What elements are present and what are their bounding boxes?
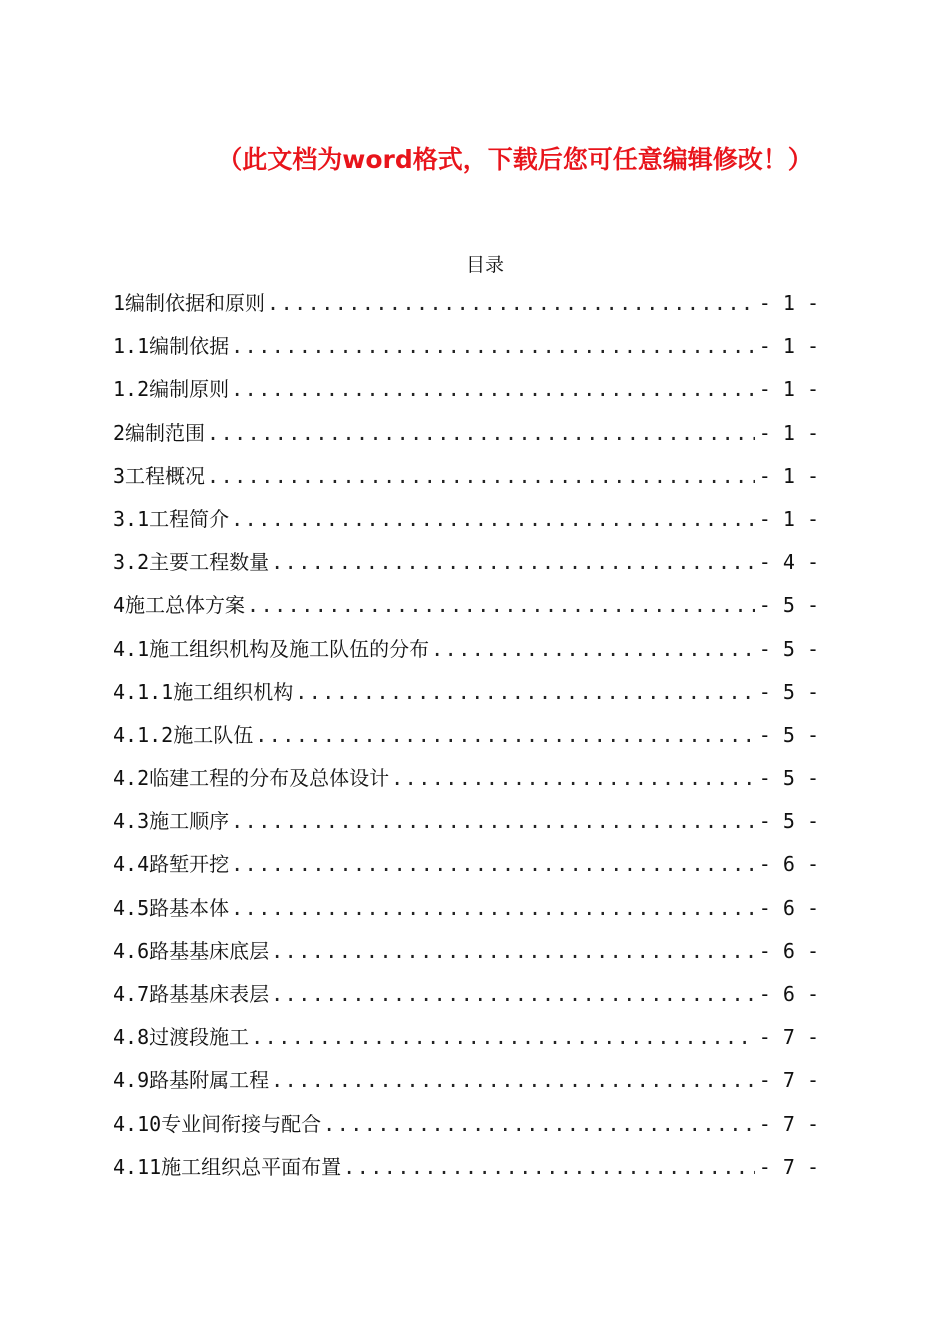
toc-entry-page-number: - 1 -	[758, 334, 819, 359]
toc-entry-page-number: - 4 -	[758, 550, 819, 575]
toc-dot-leader	[271, 1059, 755, 1102]
toc-dot-leader	[271, 930, 755, 973]
toc-entry-page-number: - 7 -	[758, 1025, 819, 1050]
toc-entry-page-number: - 7 -	[758, 1068, 819, 1093]
toc-entry[interactable]	[113, 714, 819, 757]
toc-dot-leader	[247, 584, 755, 627]
toc-entry-page-number: - 7 -	[758, 1111, 819, 1136]
toc-title: 目录	[465, 254, 504, 276]
toc-entry-label: 3.1工程简介	[113, 506, 230, 531]
editable-notice: （此文档为word格式，下载后您可任意编辑修改！）	[217, 145, 813, 174]
toc-entry-label: 4施工总体方案	[113, 593, 246, 618]
toc-entry[interactable]	[113, 843, 819, 886]
toc-entry-label: 1.2编制原则	[113, 377, 230, 402]
toc-entry-page-number: - 6 -	[758, 982, 819, 1006]
toc-dot-leader	[231, 887, 755, 930]
toc-entry[interactable]	[113, 325, 819, 368]
toc-dot-leader	[255, 714, 755, 757]
toc-entry[interactable]	[113, 1146, 819, 1189]
toc-dot-leader	[431, 628, 755, 671]
toc-entry-label: 1编制依据和原则	[113, 291, 266, 315]
toc-dot-leader	[271, 541, 755, 584]
toc-entry-page-number: - 5 -	[758, 593, 819, 618]
toc-entry[interactable]	[113, 412, 819, 455]
toc-dot-leader	[391, 757, 755, 800]
toc-entry[interactable]	[113, 1016, 819, 1059]
toc-dot-leader	[343, 1146, 755, 1189]
toc-entry-label: 3.2主要工程数量	[113, 550, 270, 575]
toc-entry-label: 4.9路基附属工程	[113, 1068, 270, 1093]
toc-dot-leader	[295, 671, 755, 714]
toc-entry-label: 3工程概况	[113, 463, 206, 488]
toc-entry-page-number: - 7 -	[758, 1154, 819, 1179]
toc-dot-leader	[251, 1016, 755, 1059]
toc-entry-page-number: - 1 -	[758, 377, 819, 402]
toc-dot-leader	[267, 282, 755, 325]
toc-entry[interactable]	[113, 368, 819, 411]
toc-entry[interactable]	[113, 800, 819, 843]
toc-dot-leader	[231, 498, 755, 541]
toc-entry[interactable]	[113, 628, 819, 671]
toc-dot-leader	[231, 368, 755, 411]
toc-entry[interactable]	[113, 757, 819, 800]
toc-entry[interactable]	[113, 455, 819, 498]
toc-entry-page-number: - 5 -	[758, 636, 819, 661]
toc-entry[interactable]	[113, 282, 819, 325]
toc-dot-leader	[207, 455, 755, 498]
toc-dot-leader	[271, 973, 755, 1016]
toc-entry-label: 4.11施工组织总平面布置	[113, 1154, 342, 1179]
toc-entry-page-number: - 5 -	[758, 809, 819, 834]
toc-entry-label: 4.4路堑开挖	[113, 852, 230, 877]
toc-dot-leader	[207, 412, 755, 455]
table-of-contents	[113, 282, 819, 1189]
toc-entry-label: 4.1.1施工组织机构	[113, 679, 294, 704]
toc-entry-label: 2编制范围	[113, 420, 206, 445]
toc-entry-label: 4.1施工组织机构及施工队伍的分布	[113, 636, 430, 661]
toc-entry[interactable]	[113, 887, 819, 930]
toc-entry-label: 4.2临建工程的分布及总体设计	[113, 766, 390, 791]
toc-entry-label: 1.1编制依据	[113, 334, 230, 359]
toc-entry-page-number: - 1 -	[758, 506, 819, 531]
toc-entry[interactable]	[113, 584, 819, 627]
toc-entry[interactable]	[113, 541, 819, 584]
toc-entry[interactable]	[113, 973, 819, 1016]
toc-entry[interactable]	[113, 1059, 819, 1102]
toc-entry-page-number: - 1 -	[758, 463, 819, 488]
toc-entry-page-number: - 6 -	[758, 852, 819, 877]
toc-entry[interactable]	[113, 1103, 819, 1146]
toc-entry-label: 4.7路基基床表层	[113, 982, 270, 1006]
toc-dot-leader	[231, 800, 755, 843]
toc-entry-label: 4.5路基本体	[113, 895, 230, 920]
toc-entry[interactable]	[113, 498, 819, 541]
toc-entry-page-number: - 5 -	[758, 766, 819, 791]
toc-entry[interactable]	[113, 930, 819, 973]
toc-entry[interactable]	[113, 671, 819, 714]
toc-entry-page-number: - 1 -	[758, 420, 819, 445]
toc-entry-page-number: - 5 -	[758, 679, 819, 704]
toc-entry-label: 4.10专业间衔接与配合	[113, 1111, 322, 1136]
toc-entry-page-number: - 6 -	[758, 938, 819, 963]
toc-entry-label: 4.1.2施工队伍	[113, 722, 254, 747]
toc-entry-label: 4.8过渡段施工	[113, 1025, 250, 1050]
toc-entry-page-number: - 6 -	[758, 895, 819, 920]
toc-entry-label: 4.3施工顺序	[113, 809, 230, 834]
toc-entry-page-number: - 1 -	[758, 291, 819, 315]
toc-dot-leader	[323, 1103, 755, 1146]
toc-dot-leader	[231, 325, 755, 368]
toc-entry-page-number: - 5 -	[758, 722, 819, 747]
toc-entry-label: 4.6路基基床底层	[113, 938, 270, 963]
toc-dot-leader	[231, 843, 755, 886]
